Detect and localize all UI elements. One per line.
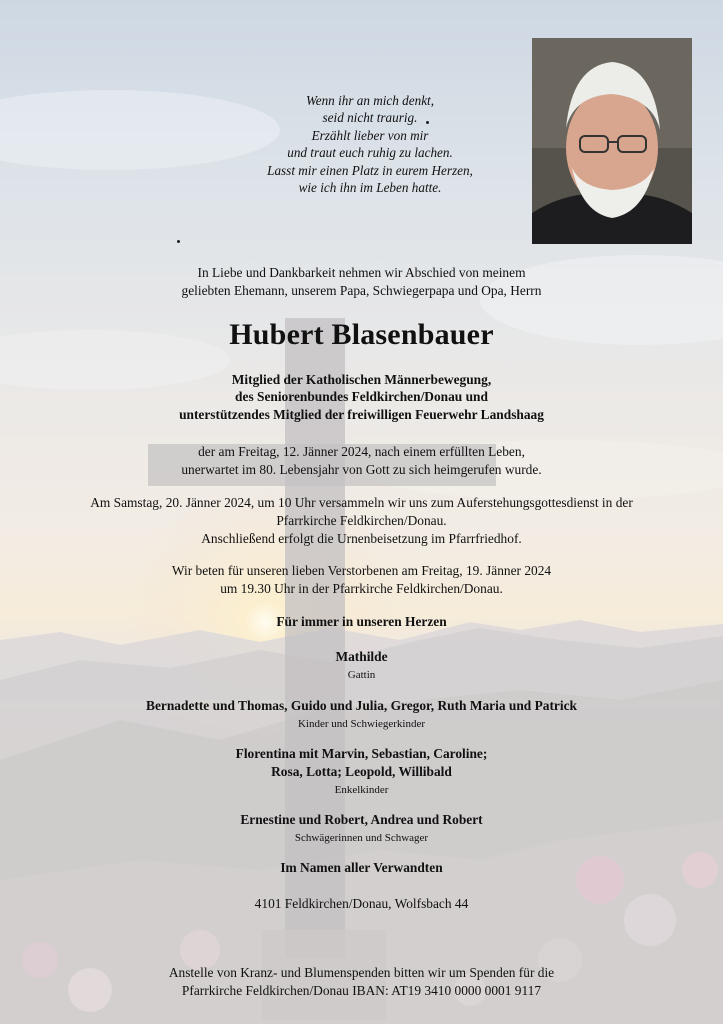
portrait-photo [532, 38, 692, 244]
poem-line: Erzählt lieber von mir [311, 127, 429, 143]
membership-line: unterstützendes Mitglied der freiwilligen Feuerwehr Landshaag [179, 406, 544, 422]
mourner-relation: Gattin [347, 669, 376, 681]
poem-line: wie ich ihn im Leben hatte. [298, 180, 442, 196]
service-line: Pfarrkirche Feldkirchen/Donau. [276, 513, 447, 528]
family-address: 4101 Feldkirchen/Donau, Wolfsbach 44 [254, 896, 469, 911]
membership-line: des Seniorenbundes Feldkirchen/Donau und [235, 389, 488, 405]
death-line: unerwartet im 80. Lebensjahr von Gott zu sich heimgerufen wurde. [181, 462, 542, 477]
memorial-poem [230, 92, 510, 196]
donation-line: Pfarrkirche Feldkirchen/Donau IBAN: AT19 3410 0000 0001 9117 [181, 983, 542, 998]
poem-line: Lasst mir einen Platz in eurem Herzen, [267, 162, 473, 178]
mourner-group-in-laws [40, 811, 683, 845]
deceased-name: Hubert Blasenbauer [229, 318, 494, 351]
membership-line: Mitglied der Katholischen Männerbewegung, [231, 372, 492, 387]
mourner-group-spouse [40, 648, 683, 682]
mourner-group-children [40, 697, 683, 731]
farewell-intro [40, 264, 683, 300]
mourner-names: Bernadette und Thomas, Guido und Julia, Gregor, Ruth Maria und Patrick [146, 698, 577, 713]
donation-line: Anstelle von Kranz- und Blumenspenden bitten wir um Spenden für die [168, 965, 555, 980]
portrait-illustration [532, 38, 692, 244]
memberships [40, 371, 683, 423]
poem-line: seid nicht traurig. [322, 110, 418, 126]
poem-line: Wenn ihr an mich denkt, [305, 93, 435, 108]
intro-line: geliebten Ehemann, unserem Papa, Schwiegerpapa und Opa, Herrn [181, 283, 542, 298]
stray-dot [177, 240, 180, 243]
mourner-relation: Kinder und Schwiegerkinder [297, 718, 426, 730]
death-notice [40, 443, 683, 479]
service-line: Anschließend erfolgt die Urnenbeisetzung im Pfarrfriedhof. [201, 531, 522, 546]
mourner-group-grandchildren [40, 745, 683, 797]
prayer-notice [40, 562, 683, 598]
mourner-names: Florentina mit Marvin, Sebastian, Caroline; [235, 746, 488, 761]
mourners-heading: Für immer in unseren Herzen [276, 614, 447, 629]
mourner-relation: Enkelkinder [334, 784, 389, 796]
donation-request [40, 964, 683, 1000]
service-line: Am Samstag, 20. Jänner 2024, um 10 Uhr versammeln wir uns zum Auferstehungsgottesdienst in der [90, 495, 633, 510]
mourner-relation: Schwägerinnen und Schwager [294, 832, 429, 844]
funeral-service [40, 494, 683, 548]
mourner-names: Ernestine und Robert, Andrea und Robert [240, 812, 483, 827]
closing-line: Im Namen aller Verwandten [280, 860, 443, 875]
stray-dot [426, 121, 429, 124]
death-line: der am Freitag, 12. Jänner 2024, nach einem erfüllten Leben, [198, 444, 525, 459]
prayer-line: Wir beten für unseren lieben Verstorbenen am Freitag, 19. Jänner 2024 [171, 563, 552, 578]
intro-line: In Liebe und Dankbarkeit nehmen wir Abschied von meinem [197, 265, 526, 280]
mourner-names: Mathilde [335, 649, 388, 664]
prayer-line: um 19.30 Uhr in der Pfarrkirche Feldkirchen/Donau. [220, 581, 503, 596]
mourner-names: Rosa, Lotta; Leopold, Willibald [271, 764, 452, 779]
poem-line: und traut euch ruhig zu lachen. [287, 145, 453, 161]
